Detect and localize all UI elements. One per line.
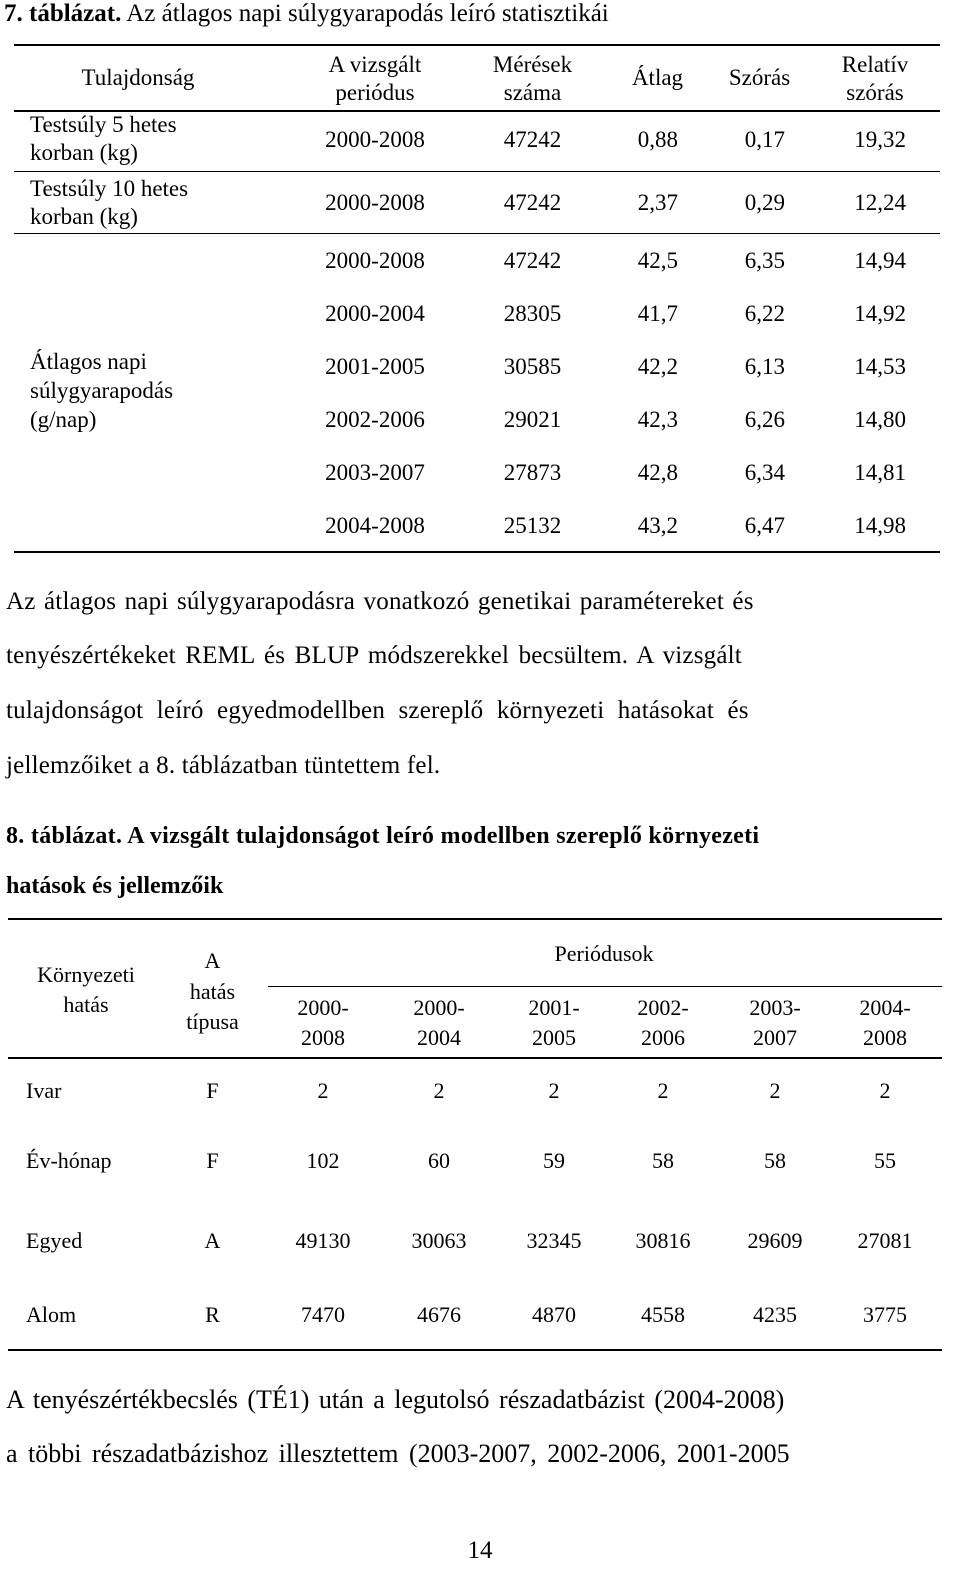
prop-weight5-line2: korban (kg): [30, 140, 138, 165]
period-col-1-line1: 2000-: [297, 995, 349, 1020]
t8-value: 4558: [641, 1302, 685, 1327]
t7-sd: 6,22: [744, 301, 785, 326]
t8-value: 2: [548, 1078, 560, 1103]
t7-count: 27873: [503, 460, 562, 485]
t8-value: 3775: [863, 1302, 907, 1327]
period-col-3-line2: 2005: [532, 1025, 576, 1050]
period-col-4-line2: 2006: [641, 1025, 685, 1050]
paragraph-line: tulajdonságot leíró egyedmodellben szereplő környezeti hatásokat és: [6, 697, 749, 724]
table7-caption-text: Az átlagos napi súlygyarapodás leíró statisztikái: [126, 0, 609, 27]
t8-value: 60: [428, 1148, 450, 1173]
prop-weight10-line2: korban (kg): [30, 204, 138, 229]
paragraph-line: A tenyészértékbecslés (TÉ1) után a legutolsó részadatbázist (2004-2008): [6, 1385, 785, 1414]
t7-rel: 19,32: [854, 127, 906, 152]
t7-period: 2003-2007: [325, 460, 425, 485]
table8-caption-line2: hatások és jellemzőik: [6, 873, 224, 899]
t7-count: 28305: [503, 301, 562, 326]
t7-rel: 14,80: [854, 407, 906, 432]
table8-top-rule: [8, 918, 942, 920]
t8-value: 58: [652, 1148, 674, 1173]
paragraph-line: a többi részadatbázishoz illesztettem (2003-2007, 2002-2006, 2001-2005: [6, 1439, 790, 1468]
t8-value: 4676: [417, 1302, 461, 1327]
table8-header-type-line2: hatás: [189, 979, 236, 1004]
period-col-3-line1: 2001-: [528, 995, 580, 1020]
t7-sd: 6,26: [744, 407, 785, 432]
t8-value: 32345: [526, 1228, 582, 1253]
table8-header-effect-line2: hatás: [63, 992, 109, 1017]
table7-header-count-line2: száma: [503, 80, 562, 105]
period-col-1-line2: 2008: [301, 1025, 345, 1050]
table7-caption: [4, 0, 609, 28]
t8-value: 29609: [747, 1228, 803, 1253]
t7-count: 29021: [503, 407, 562, 432]
t7-period: 2002-2006: [325, 407, 425, 432]
prop-weight5-line1: Testsúly 5 hetes: [30, 112, 177, 137]
t7-period: 2000-2008: [325, 190, 425, 215]
t7-period: 2000-2008: [325, 248, 425, 273]
paragraph-line: Az átlagos napi súlygyarapodásra vonatkozó genetikai paramétereket és: [6, 588, 754, 615]
t7-period: 2001-2005: [325, 354, 425, 379]
table8-caption-line1: 8. táblázat. A vizsgált tulajdonságot leíró modellben szereplő környezeti: [6, 823, 760, 849]
period-col-5-line2: 2007: [753, 1025, 797, 1050]
t7-mean: 41,7: [637, 301, 678, 326]
table7-header-period-line2: periódus: [335, 80, 415, 105]
t7-count: 47242: [503, 190, 562, 215]
t7-rel: 14,81: [854, 460, 906, 485]
table7-header-rel-line1: Relatív: [841, 52, 909, 77]
t7-mean: 42,3: [637, 407, 678, 432]
t7-count: 30585: [503, 354, 562, 379]
table7-header-count-line1: Mérések: [492, 52, 573, 77]
t7-count: 47242: [503, 248, 562, 273]
prop-adg-line2: súlygyarapodás: [30, 378, 174, 403]
t7-mean: 42,8: [637, 460, 678, 485]
t7-count: 25132: [503, 513, 562, 538]
table8-header-effect-line1: Környezeti: [37, 962, 135, 987]
t7-rel: 14,53: [854, 354, 906, 379]
t8-value: 4870: [532, 1302, 576, 1327]
t8-effect: Év-hónap: [26, 1148, 112, 1173]
table7-header-rel-line2: szórás: [846, 80, 904, 105]
period-col-5-line1: 2003-: [749, 995, 801, 1020]
t7-count: 47242: [503, 127, 562, 152]
t8-effect: Egyed: [26, 1228, 83, 1253]
t8-type: R: [205, 1302, 220, 1327]
t7-period: 2004-2008: [325, 513, 425, 538]
t7-mean: 42,2: [637, 354, 678, 379]
t8-value: 2: [769, 1078, 781, 1103]
table8-periods-rule: [268, 986, 942, 987]
prop-adg-line1: Átlagos napi: [30, 349, 147, 374]
t7-mean: 0,88: [637, 127, 678, 152]
page-number: 14: [467, 1537, 493, 1564]
t8-value: 30816: [635, 1228, 691, 1253]
t8-value: 2: [317, 1078, 329, 1103]
period-col-4-line1: 2002-: [637, 995, 689, 1020]
t7-sd: 6,34: [744, 460, 785, 485]
table8-bottom-rule: [8, 1349, 942, 1351]
t8-value: 102: [306, 1148, 340, 1173]
paragraph-line: tenyészértékeket REML és BLUP módszerekkel becsültem. A vizsgált: [6, 642, 742, 669]
table7-header-property: Tulajdonság: [81, 65, 195, 90]
t7-sd: 0,17: [744, 127, 785, 152]
table8-header-rule: [8, 1057, 942, 1059]
t8-type: F: [206, 1148, 219, 1173]
table7-caption-number: 7. táblázat.: [4, 0, 122, 27]
t8-value: 58: [764, 1148, 786, 1173]
t7-rel: 12,24: [854, 190, 906, 215]
table7-header-mean: Átlag: [631, 65, 684, 90]
t7-period: 2000-2008: [325, 127, 425, 152]
paragraph-line: jellemzőiket a 8. táblázatban tüntettem fel.: [6, 752, 441, 779]
t8-type: A: [204, 1228, 221, 1253]
t8-effect: Alom: [26, 1302, 77, 1327]
t7-mean: 42,5: [637, 248, 678, 273]
t7-mean: 2,37: [637, 190, 678, 215]
t7-mean: 43,2: [637, 513, 678, 538]
t7-sd: 6,47: [744, 513, 785, 538]
period-col-6-line2: 2008: [863, 1025, 907, 1050]
prop-weight10-line1: Testsúly 10 hetes: [30, 176, 189, 201]
t8-value: 4235: [753, 1302, 797, 1327]
t7-sd: 6,13: [744, 354, 785, 379]
t8-value: 2: [657, 1078, 669, 1103]
t8-value: 27081: [857, 1228, 913, 1253]
table7-header-sd: Szórás: [728, 65, 791, 90]
t7-sd: 0,29: [744, 190, 785, 215]
t8-value: 2: [879, 1078, 891, 1103]
t8-value: 2: [433, 1078, 445, 1103]
t8-value: 7470: [301, 1302, 345, 1327]
period-col-2-line1: 2000-: [413, 995, 465, 1020]
t8-value: 55: [874, 1148, 896, 1173]
period-col-2-line2: 2004: [417, 1025, 461, 1050]
table7-row-rule-1: [14, 171, 940, 172]
table7-top-rule: [14, 44, 940, 46]
table8-header-type-line1: A: [204, 948, 221, 973]
t7-rel: 14,92: [854, 301, 906, 326]
table7-header-period-line1: A vizsgált: [328, 52, 422, 77]
table8-header-periods: Periódusok: [554, 941, 654, 966]
t7-rel: 14,98: [854, 513, 906, 538]
t8-type: F: [206, 1078, 219, 1103]
prop-adg-line3: (g/nap): [30, 407, 97, 432]
t8-value: 59: [543, 1148, 565, 1173]
t8-value: 30063: [411, 1228, 467, 1253]
t8-effect: Ivar: [26, 1078, 62, 1103]
t7-period: 2000-2004: [325, 301, 425, 326]
t7-rel: 14,94: [854, 248, 906, 273]
t7-sd: 6,35: [744, 248, 785, 273]
period-col-6-line1: 2004-: [859, 995, 911, 1020]
table7-bottom-rule: [14, 551, 940, 553]
t8-value: 49130: [295, 1228, 351, 1253]
table8-header-type-line3: típusa: [186, 1009, 239, 1034]
table7-row-rule-2: [14, 233, 940, 234]
